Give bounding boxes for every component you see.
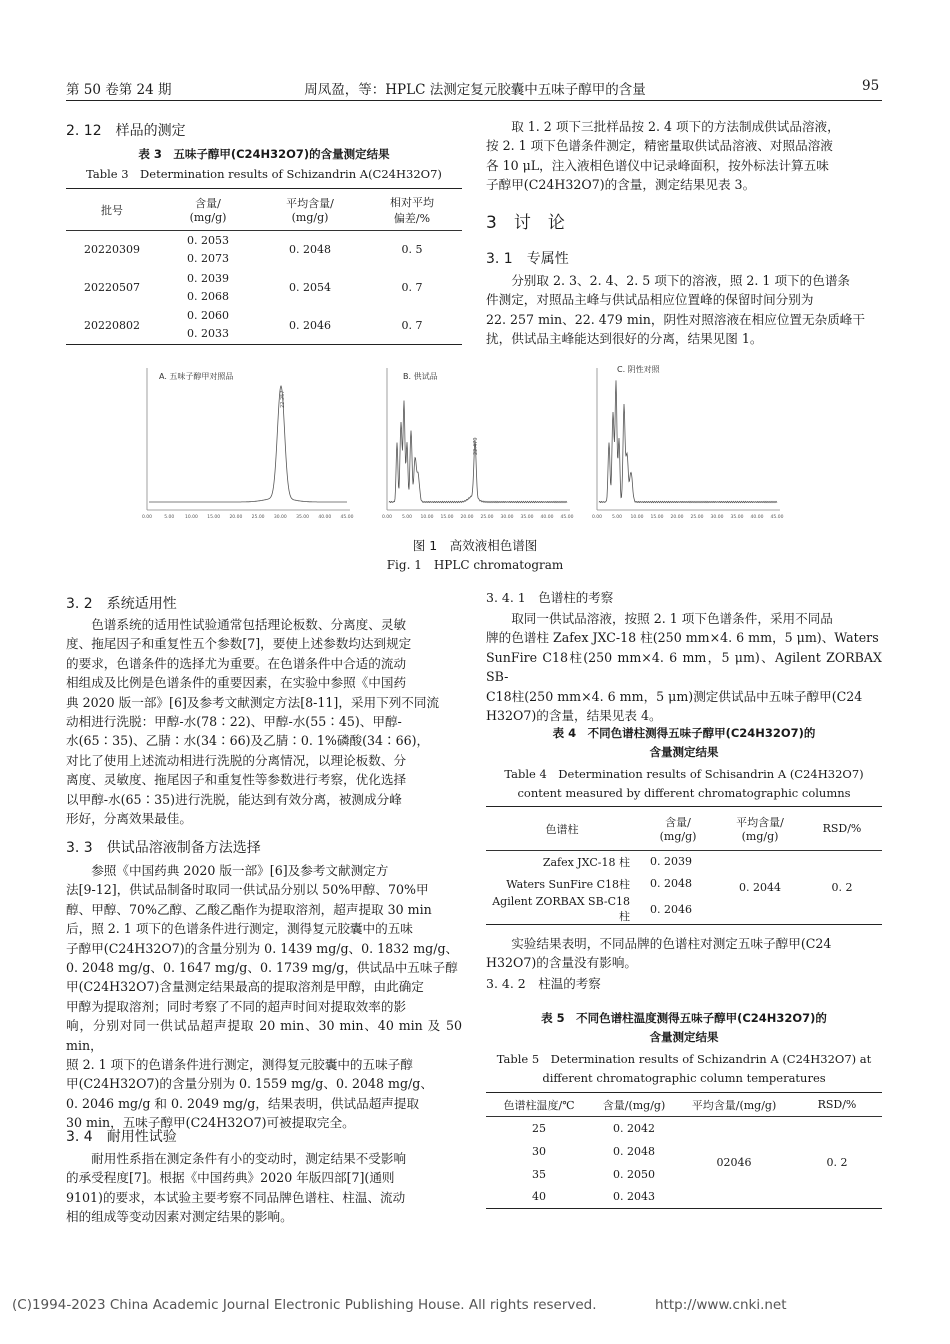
x-tick-label: 0.00	[141, 515, 153, 520]
section-3-4-heading: 3. 4 耐用性试验	[66, 1129, 177, 1145]
table3-caption-en: Table 3 Determination results of Schizandrin A(C24H32O7)	[86, 167, 442, 181]
t5-content: 0. 2042	[613, 1121, 655, 1135]
t3-avg: 0. 2046	[258, 307, 362, 345]
t4-head-avg: 平均含量/ (mg/g)	[718, 807, 802, 851]
t5-head-temp: 色谱柱温度/℃	[486, 1093, 592, 1117]
x-tick-label: 20.00	[460, 515, 474, 520]
table3-caption-cn: 表 3 五味子醇甲(C24H32O7)的含量测定结果	[138, 147, 390, 161]
header-rule	[66, 100, 882, 101]
column-test-paragraph: 取同一供试品溶液，按照 2. 1 项下色谱条件，采用不同品 牌的色谱柱 Zafex JXC-18 柱(250 mm×4. 6 mm，5 μm)、Waters SunFire C18柱(250 mm×4. 6 mm，5 μm)、Agilent ZORBAX SB- C18柱(250 mm×4. 6 mm，5 μm)测定供试品中五味子醇甲(C24 H32O7)的含量，结果见表 4。	[486, 611, 882, 724]
table5-caption-en1: Table 5 Determination results of Schizandrin A (C24H32O7) at	[496, 1052, 872, 1066]
t3-contents: 0. 2053 0. 2073	[187, 233, 229, 265]
table5-caption-en2: different chromatographic column temperatures	[542, 1071, 826, 1085]
section-3-4-1-heading: 3. 4. 1 色谱柱的考察	[486, 590, 614, 605]
section-3-1-heading: 3. 1 专属性	[486, 251, 569, 267]
x-tick-label: 30.00	[273, 515, 287, 520]
chromatogram-c-ticks	[592, 514, 784, 520]
x-tick-label: 10.00	[630, 515, 644, 520]
t5-head-rsd: RSD/%	[792, 1093, 882, 1117]
t3-head-content: 含量/ (mg/g)	[158, 189, 258, 231]
x-tick-label: 10.00	[420, 515, 434, 520]
t5-head-content: 含量/(mg/g)	[592, 1093, 676, 1117]
chromatogram-b-peak-label: 22.479	[473, 437, 479, 455]
table-row	[486, 1117, 882, 1140]
section-2-12-heading: 2. 12 样品的测定	[66, 123, 186, 139]
t5-head-avg: 平均含量/(mg/g)	[676, 1093, 792, 1117]
figure1-caption-cn: 图 1 高效液相色谱图	[412, 538, 538, 553]
x-tick-label: 5.00	[401, 515, 413, 520]
table5-caption-cn2: 含量测定结果	[649, 1030, 719, 1044]
t3-avg: 0. 2054	[289, 281, 331, 294]
x-tick-label: 35.00	[296, 515, 310, 520]
x-tick-label: 40.00	[750, 515, 764, 520]
chromatogram-c-label: C. 阴性对照	[617, 365, 660, 374]
table4-caption-cn2: 含量测定结果	[649, 745, 719, 759]
table4	[486, 806, 882, 925]
x-tick-label: 10.00	[184, 515, 198, 520]
journal-issue: 第 50 卷第 24 期	[66, 82, 172, 98]
table-row	[66, 269, 462, 307]
t5-temp: 40	[486, 1186, 592, 1209]
chromatogram-c-frame	[597, 368, 780, 510]
x-tick-label: 15.00	[207, 515, 221, 520]
table4-caption-en1: Table 4 Determination results of Schisandrin A (C24H32O7)	[504, 767, 864, 781]
x-tick-label: 25.00	[690, 515, 704, 520]
table5	[486, 1092, 882, 1209]
x-tick-label: 25.00	[251, 515, 265, 520]
page-number: 95	[862, 78, 880, 94]
table-row	[66, 307, 462, 345]
section-3-4-2-heading: 3. 4. 2 柱温的考察	[486, 976, 601, 991]
chromatogram-b-ticks	[382, 514, 574, 520]
chromatogram-a-peak-label: 22.257	[280, 390, 286, 408]
x-tick-label: 30.00	[500, 515, 514, 520]
chromatogram-a-frame	[147, 368, 350, 510]
x-tick-label: 20.00	[670, 515, 684, 520]
t4-column-name: Zafex JXC-18 柱	[542, 855, 630, 869]
column-result-paragraph: 实验结果表明，不同品牌的色谱柱对测定五味子醇甲(C24 H32O7)的含量没有影响。	[486, 936, 832, 971]
t4-column-name: Agilent ZORBAX SB-C18柱	[486, 895, 638, 925]
chromatogram-b	[375, 362, 575, 527]
x-tick-label: 40.00	[318, 515, 332, 520]
t3-avg: 0. 2048	[289, 243, 331, 257]
t5-rsd: 0. 2	[792, 1117, 882, 1209]
x-tick-label: 25.00	[480, 515, 494, 520]
table4-caption-en2: content measured by different chromatographic columns	[517, 786, 851, 800]
running-title: 周凤盈，等：HPLC 法测定复元胶囊中五味子醇甲的含量	[304, 82, 646, 98]
x-tick-label: 35.00	[520, 515, 534, 520]
chromatogram-a-ticks	[142, 514, 354, 520]
t5-content: 0. 2043	[592, 1186, 676, 1209]
x-tick-label: 30.00	[710, 515, 724, 520]
t4-rsd: 0. 2	[802, 851, 882, 925]
t5-temp: 25	[532, 1121, 546, 1135]
t3-batch: 20220802	[66, 307, 158, 345]
t4-content: 0. 2039	[650, 855, 692, 869]
cnki-link[interactable]: http://www.cnki.net	[655, 1297, 787, 1313]
t4-head-content: 含量/ (mg/g)	[638, 807, 718, 851]
section-3-heading: 3 讨 论	[486, 213, 565, 233]
chromatogram-c	[585, 362, 785, 527]
t4-column-name: Waters SunFire C18柱	[506, 877, 630, 891]
t4-content: 0. 2046	[638, 895, 718, 925]
chromatogram-a	[135, 362, 355, 527]
table-row	[486, 851, 882, 873]
x-tick-label: 15.00	[440, 515, 454, 520]
t5-temp: 35	[532, 1167, 546, 1181]
x-tick-label: 0.00	[591, 515, 603, 520]
chromatogram-b-label: B. 供试品	[403, 372, 438, 381]
section-3-2-heading: 3. 2 系统适用性	[66, 596, 177, 612]
x-tick-label: 40.00	[540, 515, 554, 520]
x-tick-label: 5.00	[164, 515, 175, 520]
x-tick-label: 0.00	[381, 515, 393, 520]
solution-preparation-paragraph: 参照《中国药典 2020 版一部》[6]及参考文献测定方 法[9-12]，供试品制备时取同一供试品分别以 50%甲醇、70%甲 醇、甲醇、70%乙醇、乙酸乙酯作为提取溶剂，超声提取 30 min 后，照 2. 1 项下的色谱条件进行测定，测得复元胶囊中的五味 子醇甲(C24H32O7)的含量分别为 0. 1439 mg/g、0. 1832 mg/g、 0. 2048 mg/g、0. 1647 mg/g、0. 1739 mg/g，供试品中五味子醇 甲(C24H32O7)含量测定结果最高的提取溶剂是甲醇，由此确定 甲醇为提取溶剂；同时考察了不同的超声时间对提取效率的影 响，分别对同一供试品超声提取 20 min、30 min、40 min 及 50 min， 照 2. 1 项下的色谱条件进行测定，测得复元胶囊中的五味子醇 甲(C24H32O7)的含量分别为 0. 1559 mg/g、0. 2048 mg/g、 0. 2046 mg/g 和 0. 2049 mg/g，结果表明，供试品超声提取 30 min，五味子醇甲(C24H32O7)可被提取完全。	[66, 863, 462, 1131]
t4-head-rsd: RSD/%	[802, 807, 882, 851]
x-tick-label: 15.00	[650, 515, 664, 520]
system-suitability-paragraph: 色谱系统的适用性试验通常包括理论板数、分离度、灵敏 度、拖尾因子和重复性五个参数[7]，要使上述参数均达到规定 的要求，色谱条件的选择尤为重要。在色谱条件中合适的流动 相组成及比例是色谱条件的重要因素，在实验中参照《中国药 典 2020 版一部》[6]及参考文献测定方法[8-11]，采用下列不同流 动相进行洗脱：甲醇-水(78∶22)、甲醇-水(55∶45)、甲醇- 水(65∶35)、乙腈∶水(34∶66)及乙腈∶0. 1%磷酸(34∶66)， 对比了使用上述流动相进行洗脱的分离情况，以理论板数、分 离度、灵敏度、拖尾因子和重复性等参数进行考察，优化选择 以甲醇-水(65∶35)进行洗脱，能达到有效分离，被测成分峰 形好，分离效果最佳。	[66, 617, 440, 827]
t3-rsd: 0. 7	[362, 307, 462, 345]
chromatogram-a-trace	[149, 386, 347, 502]
x-tick-label: 45.00	[340, 515, 354, 520]
robustness-paragraph: 耐用性系指在测定条件有小的变动时，测定结果不受影响 的承受程度[7]。根据《中国药典》2020 年版四部[7](通则 9101)的要求，本试验主要考察不同品牌色谱柱、柱温、流动 相的组成等变动因素对测定结果的影响。	[66, 1151, 407, 1225]
copyright-notice: (C)1994-2023 China Academic Journal Electronic Publishing House. All rights reserved.	[12, 1297, 597, 1313]
t3-contents: 0. 2060 0. 2033	[158, 307, 258, 345]
t3-rsd: 0. 7	[401, 281, 423, 294]
t3-head-batch: 批号	[66, 189, 158, 231]
sample-determination-paragraph: 取 1. 2 项下三批样品按 2. 4 项下的方法制成供试品溶液， 按 2. 1 项下色谱条件测定，精密量取供试品溶液、对照品溶液 各 10 μL，注入液相色谱仪中记录峰面积，按外标法计算五味 子醇甲(C24H32O7)的含量，测定结果见表 3。	[486, 119, 840, 193]
table3	[66, 188, 462, 345]
x-tick-label: 45.00	[560, 515, 574, 520]
figure1-caption-en: Fig. 1 HPLC chromatogram	[386, 558, 564, 572]
t3-head-avg: 平均含量/ (mg/g)	[258, 189, 362, 231]
t3-batch: 20220507	[84, 281, 140, 294]
x-tick-label: 5.00	[611, 515, 623, 520]
x-tick-label: 20.00	[229, 515, 243, 520]
t5-avg: 02046	[676, 1117, 792, 1209]
t4-avg: 0. 2044	[718, 851, 802, 925]
t4-head-column: 色谱柱	[486, 807, 638, 851]
table4-caption-cn1: 表 4 不同色谱柱测得五味子醇甲(C24H32O7)的	[552, 726, 816, 740]
t3-batch: 20220309	[84, 243, 140, 257]
t3-rsd: 0. 5	[401, 243, 423, 257]
x-tick-label: 45.00	[770, 515, 784, 520]
t5-temp: 30	[532, 1144, 546, 1158]
table-row	[66, 231, 462, 269]
t4-content: 0. 2048	[650, 877, 692, 890]
t5-content: 0. 2050	[613, 1167, 655, 1181]
specificity-paragraph: 分别取 2. 3、2. 4、2. 5 项下的溶液，照 2. 1 项下的色谱条 件测定，对照品主峰与供试品相应位置峰的保留时间分别为 22. 257 min、22. 479 min，阴性对照溶液在相应位置无杂质峰干 扰，供试品主峰能达到很好的分离，结果见图 1。	[486, 273, 865, 347]
chromatogram-a-label: A. 五味子醇甲对照品	[159, 372, 234, 381]
t3-head-rsd: 相对平均 偏差/%	[362, 189, 462, 231]
t3-contents: 0. 2039 0. 2068	[187, 271, 229, 303]
t5-content: 0. 2048	[613, 1144, 655, 1158]
chromatogram-c-trace	[599, 380, 777, 502]
x-tick-label: 35.00	[730, 515, 744, 520]
table5-caption-cn1: 表 5 不同色谱柱温度测得五味子醇甲(C24H32O7)的	[541, 1011, 827, 1025]
section-3-3-heading: 3. 3 供试品溶液制备方法选择	[66, 840, 261, 856]
